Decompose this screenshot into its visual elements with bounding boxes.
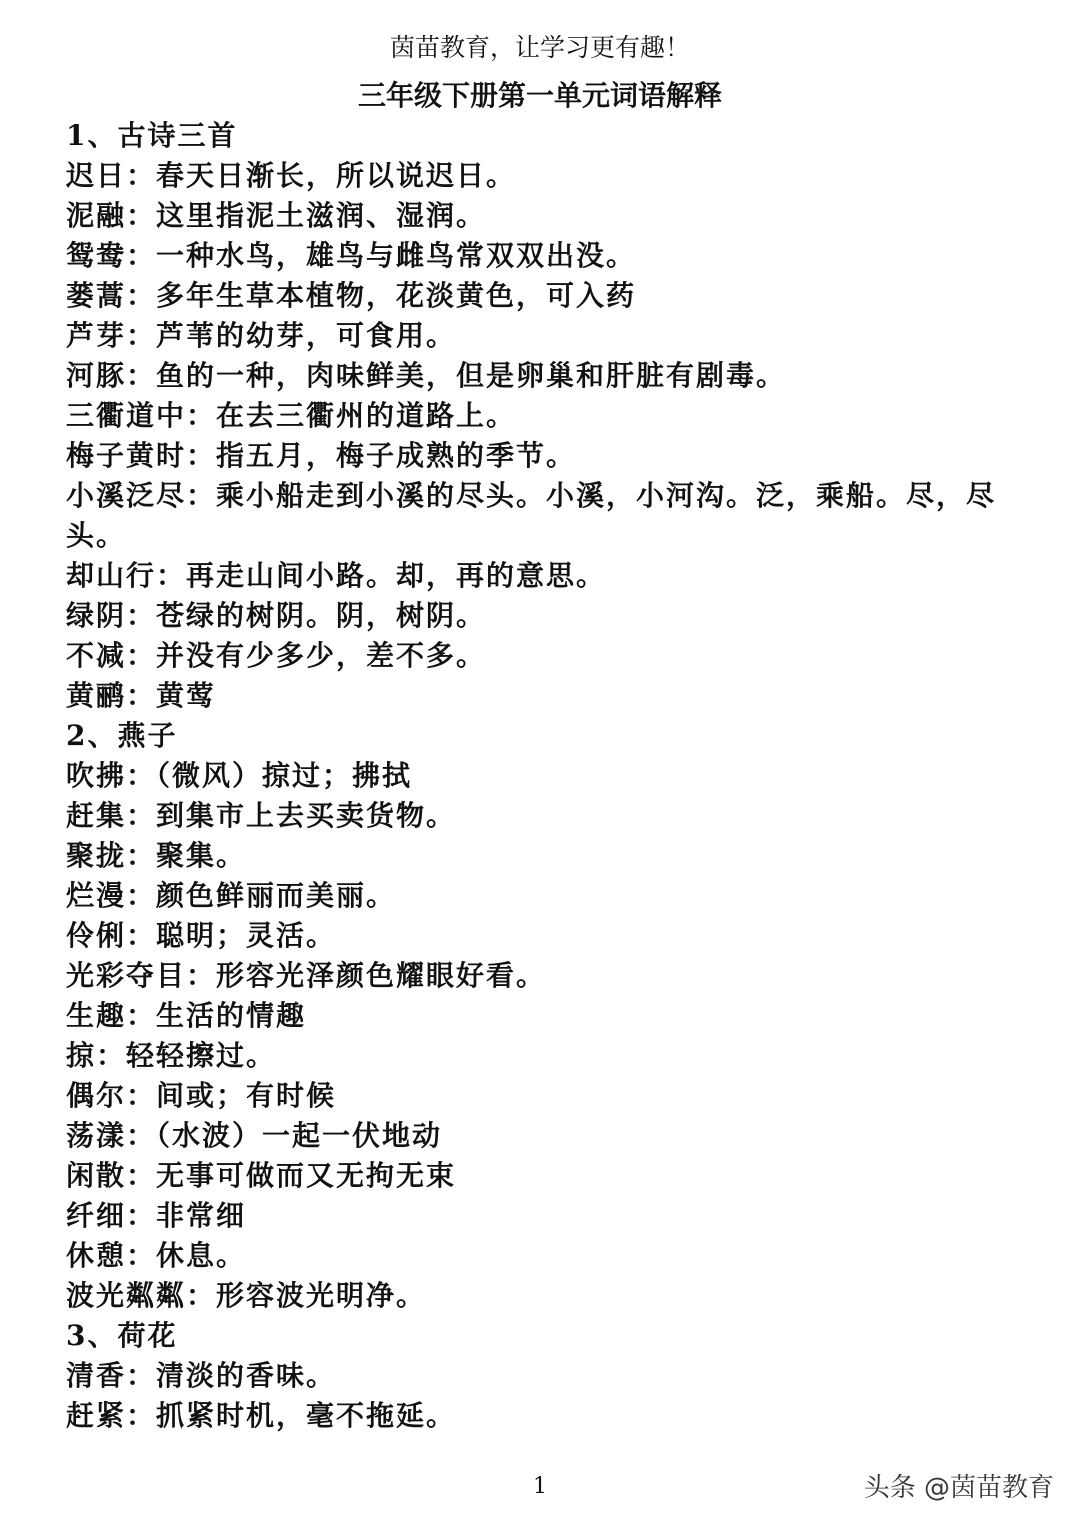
definition: 轻轻擦过。 (126, 1039, 277, 1072)
section-heading: 1、古诗三首 (66, 119, 238, 152)
list-item (66, 636, 1026, 676)
term: 伶俐 ： (66, 919, 156, 952)
term: 三衢道中 ： (66, 399, 216, 432)
term: 休憩 ： (66, 1239, 156, 1272)
term: 梅子黄时 ： (66, 439, 216, 472)
definition: 聚集。 (156, 839, 247, 872)
definition: 休息。 (156, 1239, 247, 1272)
term: 却山行 ： (66, 559, 186, 592)
definition: 这里指泥土滋润、湿润。 (156, 199, 487, 232)
term: 河豚 ： (66, 359, 156, 392)
term: 吹拂 ： (66, 759, 156, 792)
section-heading: 2、燕子 (66, 719, 178, 752)
definition: 苍绿的树阴。阴，树阴。 (156, 599, 487, 632)
list-item (66, 316, 1026, 356)
list-item (66, 1076, 1026, 1116)
definition: 多年生草本植物，花淡黄色，可入药 (156, 279, 637, 312)
term: 清香 ： (66, 1359, 156, 1392)
list-item (66, 1236, 1026, 1276)
definition: 到集市上去买卖货物。 (156, 799, 457, 832)
definition: 并没有少多少，差不多。 (156, 639, 487, 672)
list-item (66, 1156, 1026, 1196)
list-item (66, 916, 1026, 956)
list-item (66, 1116, 1026, 1156)
definition: 鱼的一种，肉味鲜美，但是卵巢和肝脏有剧毒。 (156, 359, 787, 392)
term: 小溪泛尽 ： (66, 479, 216, 512)
term: 聚拢 ： (66, 839, 156, 872)
term: 泥融 ： (66, 199, 156, 232)
section-heading: 3、荷花 (66, 1319, 178, 1352)
definition: 指五月，梅子成熟的季节。 (216, 439, 577, 472)
list-item (66, 396, 1026, 436)
term: 鸳鸯 ： (66, 239, 156, 272)
list-item (66, 1276, 1026, 1316)
term: 生趣 ： (66, 999, 156, 1032)
term: 赶集 ： (66, 799, 156, 832)
definition: 无事可做而又无拘无束 (156, 1159, 457, 1192)
definition: 非常细 (156, 1199, 247, 1232)
list-item (66, 236, 1026, 276)
list-item (66, 1196, 1026, 1236)
list-item (66, 676, 1026, 716)
document-body (66, 116, 1026, 1436)
definition: 间或；有时候 (156, 1079, 337, 1112)
list-item (66, 156, 1026, 196)
list-item (66, 276, 1026, 316)
list-item (66, 1036, 1026, 1076)
term: 掠 ： (66, 1039, 126, 1072)
definition: 一种水鸟，雄鸟与雌鸟常双双出没。 (156, 239, 637, 272)
definition: 黄莺 (156, 679, 217, 712)
definition: 抓紧时机，毫不拖延。 (156, 1399, 457, 1432)
list-item (66, 1356, 1026, 1396)
list-item (66, 996, 1026, 1036)
list-item (66, 476, 1026, 556)
term: 不减 ： (66, 639, 156, 672)
definition: 乘小船走到小溪的尽头。小溪，小河沟。泛，乘船。尽，尽头。 (66, 479, 997, 552)
definition: 聪明；灵活。 (156, 919, 337, 952)
term: 蒌蒿 ： (66, 279, 156, 312)
list-item (66, 1396, 1026, 1436)
definition: 生活的情趣 (156, 999, 307, 1032)
term: 波光粼粼 ： (66, 1279, 216, 1312)
term: 闲散 ： (66, 1159, 156, 1192)
term: 迟日 ： (66, 159, 156, 192)
page-title: 三年级下册第一单元词语解释 (357, 79, 722, 112)
list-item (66, 556, 1026, 596)
term: 荡漾 ： (66, 1119, 156, 1152)
definition: 清淡的香味。 (156, 1359, 337, 1392)
definition: 芦苇的幼芽，可食用。 (156, 319, 457, 352)
definition: 颜色鲜丽而美丽。 (156, 879, 397, 912)
term: 芦芽 ： (66, 319, 156, 352)
definition: 春天日渐长，所以说迟日。 (156, 159, 517, 192)
definition: 形容波光明净。 (216, 1279, 427, 1312)
list-item (66, 596, 1026, 636)
watermark: 头条 @茵苗教育 (863, 1473, 1054, 1503)
definition: 再走山间小路。却，再的意思。 (186, 559, 607, 592)
term: 绿阴 ： (66, 599, 156, 632)
list-item (66, 836, 1026, 876)
definition: （微风）掠过；拂拭 (156, 759, 413, 792)
term: 赶紧 ： (66, 1399, 156, 1432)
list-item (66, 796, 1026, 836)
definition: 形容光泽颜色耀眼好看。 (216, 959, 547, 992)
term: 黄鹂 ： (66, 679, 156, 712)
list-item (66, 436, 1026, 476)
term: 光彩夺目 ： (66, 959, 216, 992)
list-item (66, 756, 1026, 796)
list-item (66, 956, 1026, 996)
list-item (66, 876, 1026, 916)
list-item (66, 196, 1026, 236)
page-number: 1 (533, 1474, 547, 1499)
term: 烂漫 ： (66, 879, 156, 912)
list-item (66, 356, 1026, 396)
page-header: 茵苗教育，让学习更有趣！ (389, 33, 690, 62)
definition: 在去三衢州的道路上。 (216, 399, 517, 432)
term: 纤细 ： (66, 1199, 156, 1232)
term: 偶尔 ： (66, 1079, 156, 1112)
definition: （水波）一起一伏地动 (156, 1119, 443, 1152)
